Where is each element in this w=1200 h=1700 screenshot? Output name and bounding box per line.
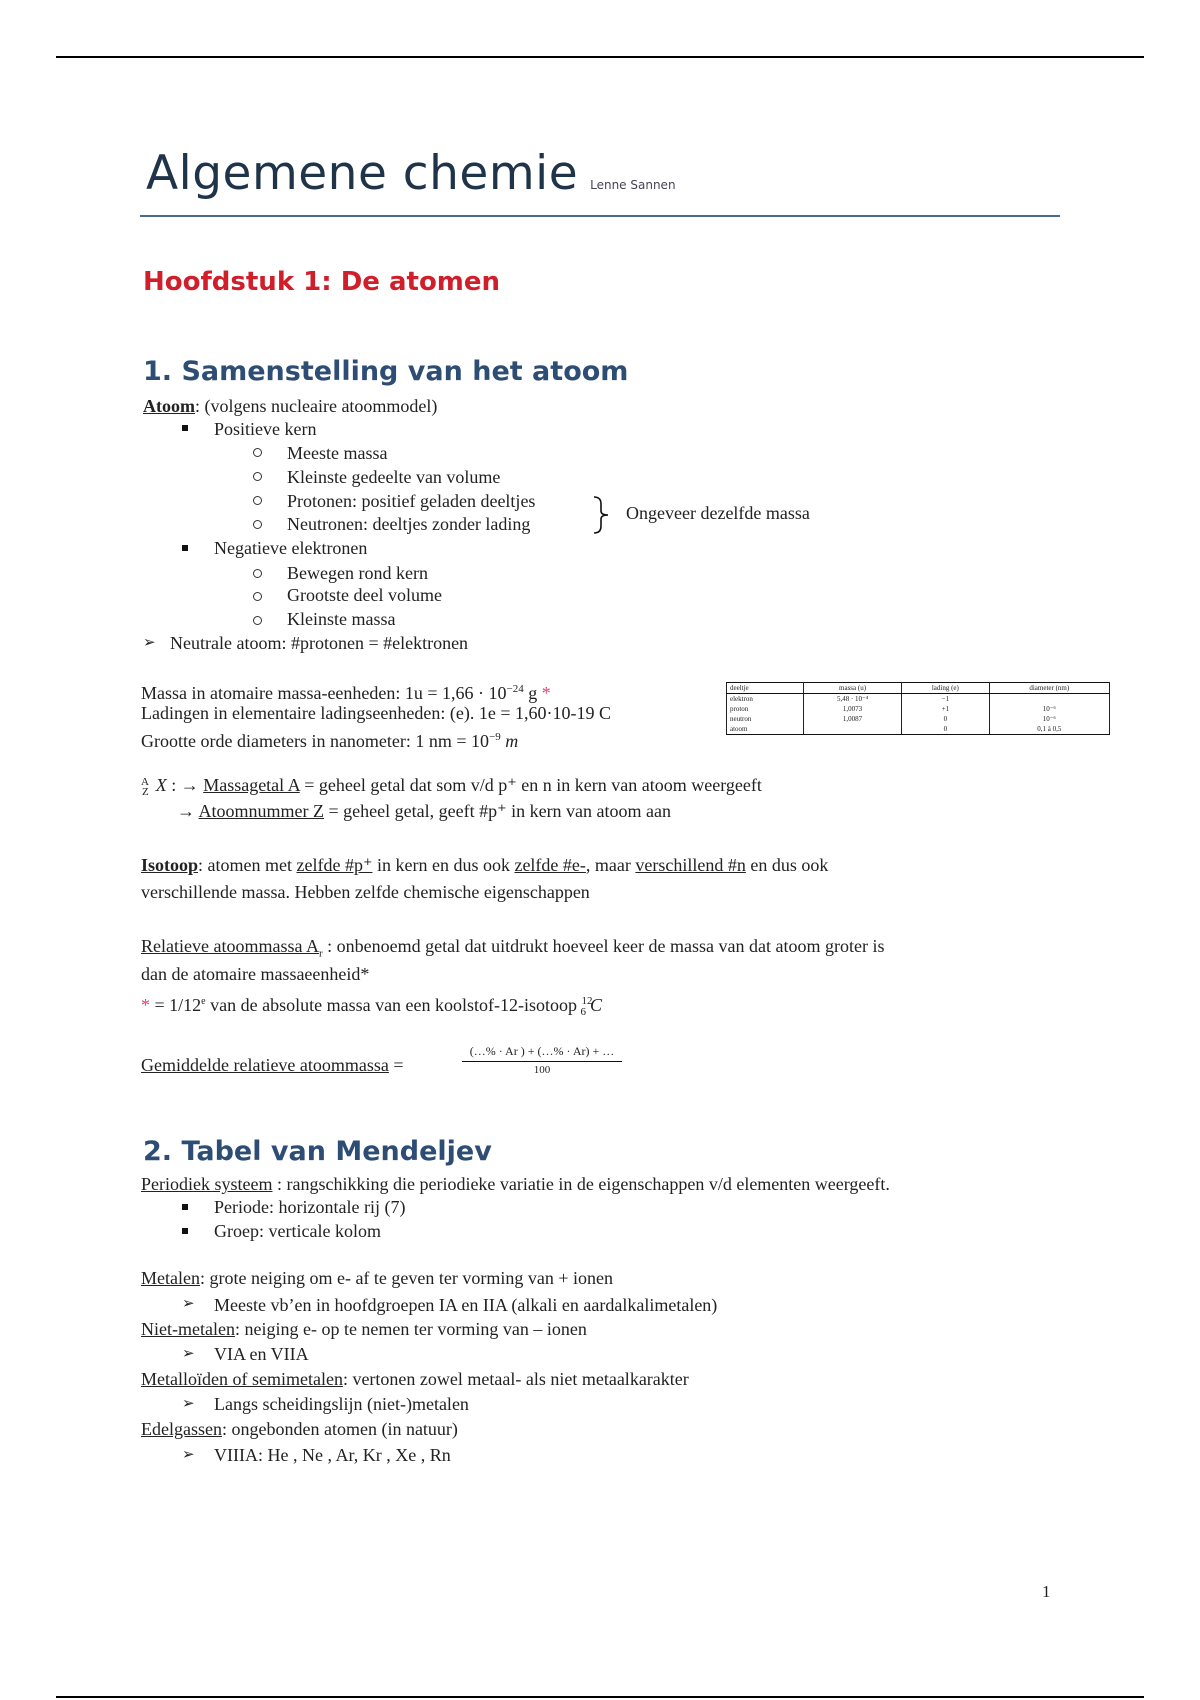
table-cell: [803, 724, 901, 735]
arrow-bullet-icon: ➢: [182, 1346, 195, 1362]
fraction-numerator: (…% · Ar ) + (…% · Ar) + …: [462, 1044, 622, 1062]
table-cell: elektron: [727, 694, 804, 705]
relatief-term-wrap: [141, 936, 323, 960]
table-header: diameter (nm): [989, 683, 1109, 694]
mass-units: [141, 678, 551, 704]
table-cell: −1: [902, 694, 989, 705]
isotoop-line-1: [141, 854, 828, 876]
section-2-heading: 2. Tabel van Mendeljev: [143, 1136, 492, 1167]
charge-units: Ladingen in elementaire ladingseenheden: (e). 1e = 1,60·10-19 C: [141, 703, 611, 723]
top-rule: [56, 56, 1144, 58]
relatief-line-1: [141, 935, 884, 965]
relatief-rest: : onbenoemd getal dat uitdrukt hoeveel keer de massa van dat atoom groter is: [322, 936, 885, 956]
asterisk-icon: *: [537, 683, 551, 703]
bullet-square-icon: [182, 1204, 188, 1210]
metalen-sub: Meeste vb’en in hoofdgroepen IA en IIA (alkali en aardalkalimetalen): [214, 1295, 718, 1315]
bullet-square-icon: [182, 425, 188, 431]
element-symbol: X: [155, 775, 167, 795]
neutral-atom-rule: Neutrale atoom: #protonen = #elektronen: [170, 633, 469, 653]
document-title: Algemene chemie: [146, 146, 579, 201]
author-name: Lenne Sannen: [590, 178, 676, 192]
isotoop-text: in kern en dus ook: [372, 855, 515, 875]
carbon-symbol: C: [590, 995, 603, 1015]
relatief-note: [141, 991, 602, 1019]
bullet-circle-icon: [253, 616, 262, 625]
asterisk-icon: *: [141, 995, 150, 1015]
table-cell: 0,1 à 0,5: [989, 724, 1109, 735]
bottom-rule: [56, 1696, 1144, 1698]
table-header: lading (e): [902, 683, 989, 694]
table-cell: 0: [902, 714, 989, 724]
isotoop-text: en dus ook: [745, 855, 829, 875]
relatief-line-2: dan de atomaire massaeenheid*: [141, 964, 370, 984]
title-underline: [140, 215, 1060, 217]
nietmetalen-def: : neiging e- op te nemen ter vorming van – ionen: [234, 1319, 587, 1339]
table-row: [727, 724, 1110, 735]
relatief-sub: r: [318, 947, 323, 960]
relatief-term: Relatieve atoommassa A: [141, 936, 319, 956]
table-cell: 1,0073: [803, 704, 901, 714]
positive-core: Positieve kern: [214, 419, 317, 439]
note-rest: van de absolute massa van een koolstof-12-isotoop: [205, 995, 582, 1015]
massagetal-term: Massagetal A: [203, 775, 300, 795]
mass-exponent: −24: [506, 683, 524, 695]
electron-item: Kleinste massa: [287, 609, 396, 629]
chapter-heading: Hoofdstuk 1: De atomen: [143, 267, 501, 297]
mass-number-sup: A: [141, 776, 149, 788]
isotoop-underlined: zelfde #p⁺: [296, 855, 373, 875]
groep-item: Groep: verticale kolom: [214, 1221, 381, 1241]
bullet-circle-icon: [253, 592, 262, 601]
carbon-atomic-number: 6: [580, 1006, 587, 1018]
atoomnummer-line: → Atoomnummer Z = geheel getal, geeft #p⁺ in kern van atoom aan: [177, 801, 672, 821]
core-item: Neutronen: deeltjes zonder lading: [287, 514, 531, 534]
electron-item: Bewegen rond kern: [287, 563, 428, 583]
table-header: massa (u): [803, 683, 901, 694]
negative-electrons: Negatieve elektronen: [214, 538, 368, 558]
mass-unit: g: [523, 683, 538, 703]
isotoop-line-2: verschillende massa. Hebben zelfde chemische eigenschappen: [141, 882, 590, 902]
nietmetalen-sub: VIA en VIIA: [214, 1344, 309, 1364]
particle-table: [726, 682, 1110, 735]
edelgassen-sub: VIIIA: He , Ne , Ar, Kr , Xe , Rn: [214, 1445, 451, 1465]
curly-brace-icon: [592, 496, 612, 534]
arrow-bullet-icon: ➢: [182, 1396, 195, 1412]
bullet-square-icon: [182, 545, 188, 551]
isotoop-term: Isotoop: [141, 855, 199, 875]
page-number: 1: [1042, 1582, 1051, 1601]
mass-units-text: Massa in atomaire massa-eenheden: 1u = 1,66 · 10: [141, 683, 507, 703]
metalloiden-def: : vertonen zowel metaal- als niet metaalkarakter: [342, 1369, 689, 1389]
nietmetalen-term: Niet-metalen: [141, 1319, 235, 1339]
edelgassen-def: : ongebonden atomen (in natuur): [221, 1419, 458, 1439]
isotoop-text: : atomen met: [198, 855, 297, 875]
table-cell: neutron: [727, 714, 804, 724]
periodiek-line: [141, 1173, 890, 1195]
size-unit: m: [500, 731, 519, 751]
electron-item: Grootste deel volume: [287, 585, 442, 605]
atoom-term: Atoom: [143, 396, 195, 416]
massagetal-def: = geheel getal dat som v/d p⁺ en n in kern van atoom weergeeft: [299, 775, 762, 795]
metalloiden-term: Metalloïden of semimetalen: [141, 1369, 343, 1389]
equals-sign: =: [388, 1055, 404, 1075]
atoom-def: : (volgens nucleaire atoommodel): [195, 396, 438, 416]
edelgassen-term: Edelgassen: [141, 1419, 222, 1439]
fraction-denominator: 100: [533, 1064, 551, 1076]
size-units: [141, 726, 518, 752]
note-text: = 1/12: [150, 995, 202, 1015]
table-header: deeltje: [727, 683, 804, 694]
table-row: [727, 704, 1110, 714]
table-cell: proton: [727, 704, 804, 714]
atoomnummer-def: = geheel getal, geeft #p⁺ in kern van atoom aan: [324, 801, 672, 821]
table-cell: 10⁻⁶: [989, 714, 1109, 724]
size-units-text: Grootte orde diameters in nanometer: 1 nm = 10: [141, 731, 490, 751]
arrow-bullet-icon: ➢: [143, 635, 156, 651]
atoom-line: [143, 395, 437, 417]
bullet-circle-icon: [253, 448, 262, 457]
table-cell: 5,48 · 10⁻⁴: [803, 694, 901, 705]
periode-item: Periode: horizontale rij (7): [214, 1197, 406, 1217]
table-cell: 0: [902, 724, 989, 735]
nietmetalen-line: [141, 1318, 587, 1340]
bullet-square-icon: [182, 1228, 188, 1234]
average-mass-fraction: [462, 1044, 622, 1076]
periodiek-def: : rangschikking die periodieke variatie in de eigenschappen v/d elementen weergeeft.: [272, 1174, 890, 1194]
massagetal-line: $^A_Z$ X : → Massagetal A = geheel getal dat som v/d p⁺ en n in kern van atoom weergeeft: [141, 775, 762, 798]
isotoop-text: , maar: [585, 855, 636, 875]
core-item: Meeste massa: [287, 443, 388, 463]
metalen-line: [141, 1267, 613, 1289]
document-header: [146, 146, 676, 201]
table-cell: 1,0087: [803, 714, 901, 724]
note-sup: e: [201, 996, 206, 1007]
metalen-term: Metalen: [141, 1268, 200, 1288]
same-mass-note: Ongeveer dezelfde massa: [626, 503, 810, 523]
table-cell: +1: [902, 704, 989, 714]
gemiddeld-term: Gemiddelde relatieve atoommassa: [141, 1055, 389, 1075]
gemiddeld-line: [141, 1054, 404, 1076]
bullet-circle-icon: [253, 569, 262, 578]
table-cell: 10⁻⁶: [989, 704, 1109, 714]
table-row: [727, 694, 1110, 705]
size-exponent: −9: [489, 731, 501, 743]
core-item: Protonen: positief geladen deeltjes: [287, 491, 536, 511]
bullet-circle-icon: [253, 472, 262, 481]
atoomnummer-term: Atoomnummer Z: [198, 801, 324, 821]
metalloiden-sub: Langs scheidingslijn (niet-)metalen: [214, 1394, 469, 1414]
arrow-bullet-icon: ➢: [182, 1447, 195, 1463]
table-cell: atoom: [727, 724, 804, 735]
periodiek-term: Periodiek systeem: [141, 1174, 273, 1194]
arrow-bullet-icon: ➢: [182, 1296, 195, 1312]
isotoop-underlined: verschillend #n: [635, 855, 746, 875]
isotoop-underlined: zelfde #e-: [514, 855, 586, 875]
table-cell: [989, 694, 1109, 705]
metalen-def: : grote neiging om e- af te geven ter vorming van + ionen: [199, 1268, 614, 1288]
table-row: [727, 714, 1110, 724]
bullet-circle-icon: [253, 520, 262, 529]
atomic-number-sub: Z: [141, 786, 149, 798]
section-1-heading: 1. Samenstelling van het atoom: [143, 356, 629, 387]
table-header-row: [727, 683, 1110, 694]
metalloiden-line: [141, 1368, 689, 1390]
bullet-circle-icon: [253, 496, 262, 505]
core-item: Kleinste gedeelte van volume: [287, 467, 501, 487]
carbon-mass-number: 12: [581, 995, 593, 1007]
edelgassen-line: [141, 1418, 458, 1440]
